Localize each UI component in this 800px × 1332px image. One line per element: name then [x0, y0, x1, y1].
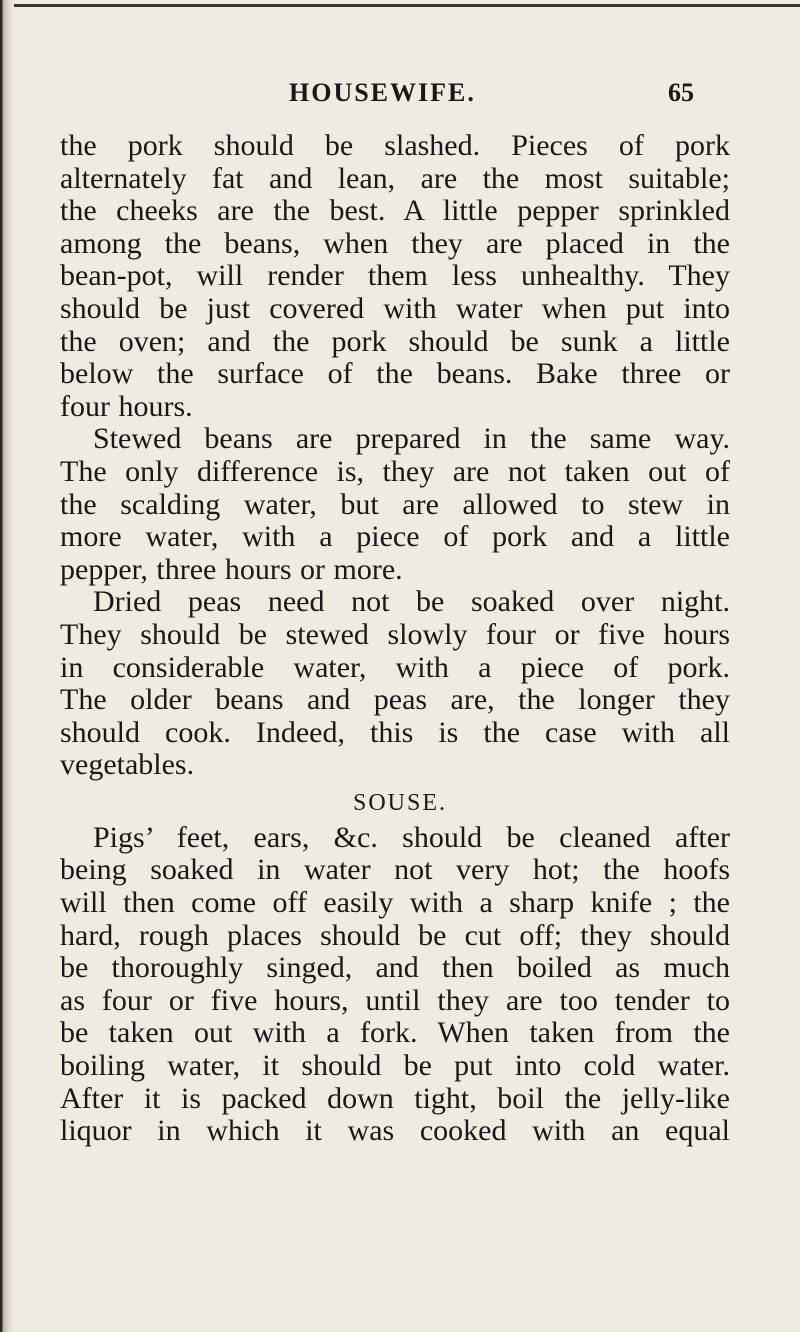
text-line: below the surface of the beans. Bake three or: [60, 357, 730, 391]
text-line: Stewed beans are prepared in the same way.: [93, 422, 730, 456]
page-top-edge: [14, 4, 800, 7]
text-line: The only difference is, they are not taken out of: [60, 454, 730, 488]
text-line: being soaked in water not very hot; the hoofs: [60, 853, 730, 887]
text-line: be thoroughly singed, and then boiled as much: [60, 951, 730, 985]
text-line: more water, with a piece of pork and a little: [60, 520, 730, 554]
text-line: be taken out with a fork. When taken from the: [60, 1016, 730, 1050]
text-line: bean-pot, will render them less unhealthy. They: [60, 259, 730, 293]
text-line: as four or five hours, until they are too tender to: [60, 983, 730, 1017]
text-line: vegetables.: [60, 748, 195, 782]
page-number: 65: [668, 78, 694, 107]
text-line: will then come off easily with a sharp knife ; the: [60, 886, 730, 920]
section-heading: SOUSE.: [352, 789, 448, 816]
running-head: [0, 78, 800, 118]
text-line: The older beans and peas are, the longer they: [60, 683, 730, 717]
text-line: After it is packed down tight, boil the jelly-like: [60, 1081, 730, 1115]
text-line: should be just covered with water when put into: [60, 291, 730, 325]
text-line: alternately fat and lean, are the most suitable;: [60, 161, 730, 195]
text-line: boiling water, it should be put into cold water.: [60, 1049, 730, 1083]
text-line: liquor in which it was cooked with an equal: [60, 1114, 730, 1148]
text-line: Dried peas need not be soaked over night.: [93, 585, 730, 619]
text-line: among the beans, when they are placed in the: [60, 226, 730, 260]
text-line: the pork should be slashed. Pieces of pork: [60, 129, 730, 162]
text-line: pepper, three hours or more.: [60, 552, 403, 586]
body-text: [60, 130, 730, 1148]
text-line: They should be stewed slowly four or five hours: [60, 617, 730, 651]
page-binding-edge: [0, 0, 14, 1332]
text-line: Pigs’ feet, ears, &c. should be cleaned after: [93, 820, 730, 854]
text-line: should cook. Indeed, this is the case with all: [60, 715, 730, 749]
running-head-title: HOUSEWIFE.: [289, 78, 476, 107]
text-line: the cheeks are the best. A little pepper sprinkled: [60, 194, 730, 228]
text-line: the scalding water, but are allowed to stew in: [60, 487, 730, 521]
text-line: the oven; and the pork should be sunk a little: [60, 324, 730, 358]
text-line: hard, rough places should be cut off; they should: [60, 918, 730, 952]
text-line: in considerable water, with a piece of pork.: [60, 650, 730, 684]
text-line: four hours.: [60, 389, 193, 423]
